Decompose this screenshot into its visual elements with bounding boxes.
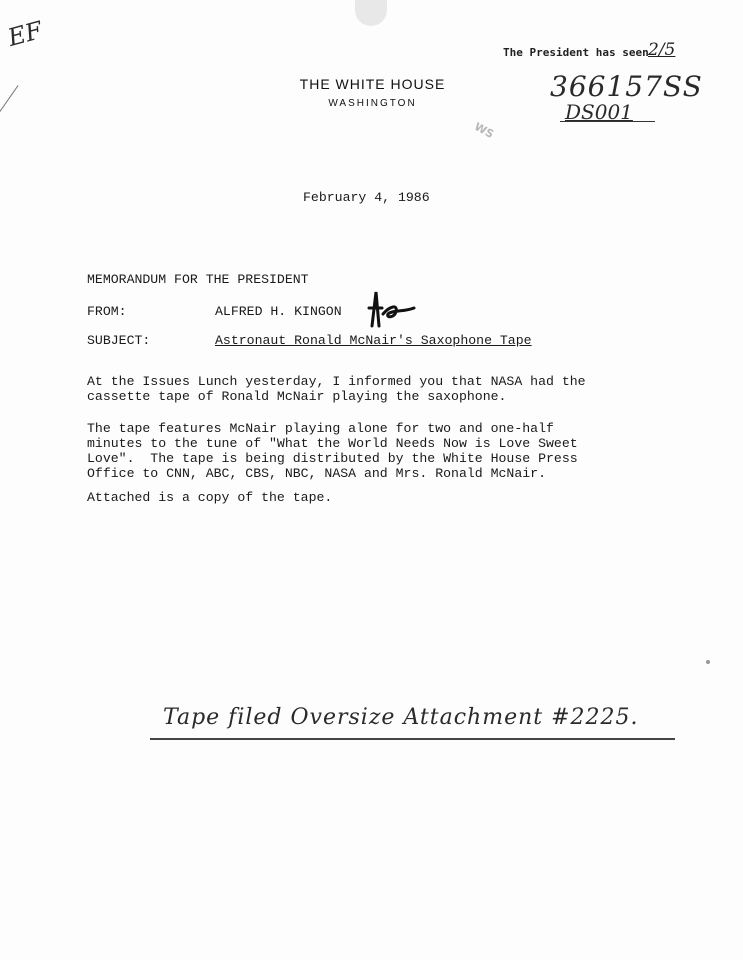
- president-seen-date: 2/5: [648, 40, 676, 60]
- president-seen-stamp: The President has seen: [503, 46, 649, 59]
- body-line: The tape features McNair playing alone for two and one-half: [87, 421, 554, 436]
- paper-speck: [706, 660, 710, 664]
- body-line: Office to CNN, ABC, CBS, NBC, NASA and Mrs. Ronald McNair.: [87, 466, 546, 481]
- letterhead-city: WASHINGTON: [328, 98, 417, 109]
- from-label: FROM:: [87, 304, 127, 319]
- subject-value: Astronaut Ronald McNair's Saxophone Tape: [215, 333, 532, 348]
- signature-initials: [366, 286, 418, 330]
- paragraph-issues-lunch: [87, 374, 667, 404]
- paragraph-attached: [87, 490, 667, 505]
- handwritten-initials: EF: [4, 16, 46, 52]
- letterhead-office: THE WHITE HOUSE: [299, 76, 446, 92]
- file-code-underline: [560, 121, 655, 122]
- torn-edge: [355, 0, 387, 26]
- memo-title: MEMORANDUM FOR THE PRESIDENT: [87, 272, 309, 287]
- from-value: ALFRED H. KINGON: [215, 304, 342, 319]
- memo-date: February 4, 1986: [303, 190, 430, 205]
- handwritten-file-code: DS001: [565, 100, 633, 124]
- notation-strike-line: [150, 738, 675, 740]
- handwritten-filing-notation: Tape filed Oversize Attachment #2225.: [163, 705, 639, 730]
- body-line: Love". The tape is being distributed by the White House Press: [87, 451, 578, 466]
- pencil-mark: [0, 85, 43, 140]
- handwritten-file-number: 366157SS: [550, 70, 703, 103]
- body-line: cassette tape of Ronald McNair playing the saxophone.: [87, 389, 507, 404]
- body-line: Attached is a copy of the tape.: [87, 490, 333, 505]
- body-line: At the Issues Lunch yesterday, I informed you that NASA had the: [87, 374, 586, 389]
- body-line: minutes to the tune of "What the World Needs Now is Love Sweet: [87, 436, 578, 451]
- faint-stamp: WS: [472, 120, 496, 141]
- subject-label: SUBJECT:: [87, 333, 151, 348]
- paragraph-tape-features: [87, 421, 667, 481]
